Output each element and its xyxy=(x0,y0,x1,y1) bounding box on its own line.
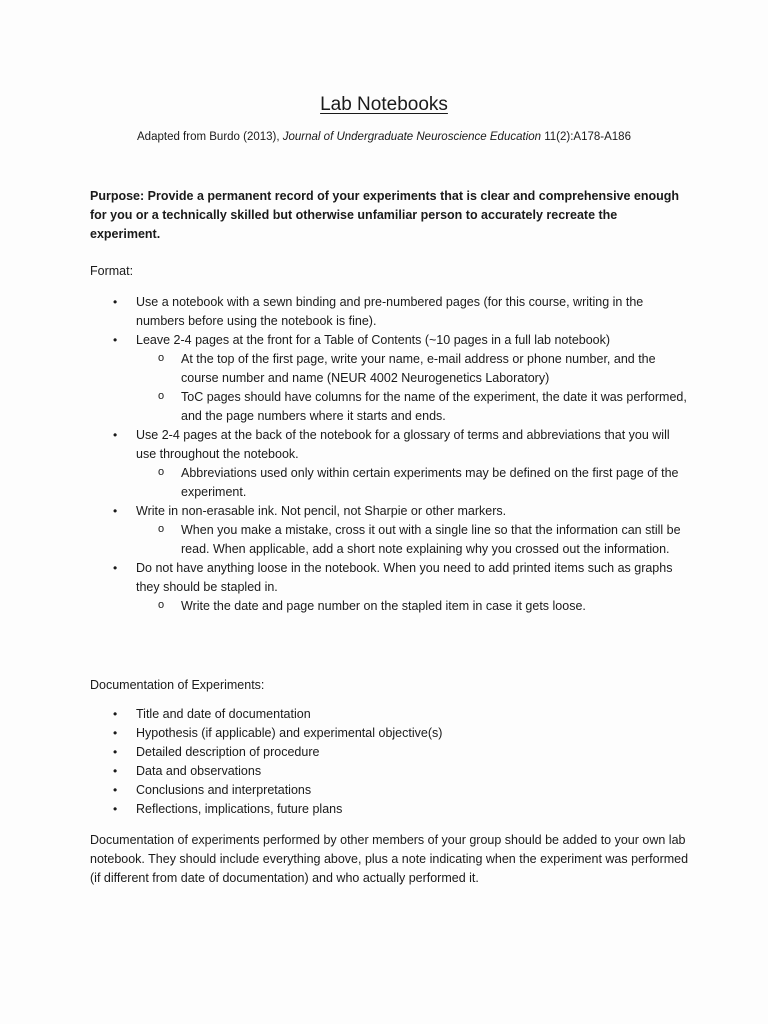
list-item xyxy=(90,762,690,781)
list-item xyxy=(90,781,690,800)
list-item xyxy=(90,724,690,743)
list-item xyxy=(90,426,690,464)
bullet-icon: • xyxy=(113,333,118,347)
sub-bullet-icon: o xyxy=(158,599,165,611)
list-item-text: Reflections, implications, future plans xyxy=(136,802,343,816)
list-item xyxy=(90,743,690,762)
sub-list-item-text: Abbreviations used only within certain experiments may be defined on the first page of the experiment. xyxy=(181,466,679,499)
citation xyxy=(0,131,768,143)
sub-list-item xyxy=(90,350,690,388)
sub-bullet-icon: o xyxy=(158,390,165,402)
bullet-icon: • xyxy=(113,764,118,778)
list-item xyxy=(90,502,690,521)
format-heading: Format: xyxy=(90,264,134,278)
format-list xyxy=(90,293,690,616)
documentation-paragraph: Documentation of experiments performed by other members of your group should be added to your own lab notebook. They should include everything above, plus a note indicating when the experiment was performed (if different from date of documentation) and who actually performed it. xyxy=(90,833,689,885)
citation-journal: Journal of Undergraduate Neuroscience Education xyxy=(282,131,542,143)
sub-list-item-text: ToC pages should have columns for the name of the experiment, the date it was performed, and the page numbers where it starts and ends. xyxy=(181,390,687,423)
sub-bullet-icon: o xyxy=(158,523,165,535)
list-item-text: Data and observations xyxy=(136,764,262,778)
sub-list-item-text: Write the date and page number on the stapled item in case it gets loose. xyxy=(181,599,586,613)
bullet-icon: • xyxy=(113,802,118,816)
bullet-icon: • xyxy=(113,745,118,759)
list-item-text: Detailed description of procedure xyxy=(136,745,320,759)
bullet-icon: • xyxy=(113,726,118,740)
list-item-text: Do not have anything loose in the notebook. When you need to add printed items such as graphs they should be stapled in. xyxy=(136,561,673,594)
sub-list-item xyxy=(90,597,690,616)
list-item-text: Write in non-erasable ink. Not pencil, not Sharpie or other markers. xyxy=(136,504,507,518)
list-item-text: Leave 2-4 pages at the front for a Table of Contents (~10 pages in a full lab notebook) xyxy=(136,333,611,347)
sub-list-item-text: At the top of the first page, write your name, e-mail address or phone number, and the course number and name (NEUR 4002 Neurogenetics Laboratory) xyxy=(181,352,656,385)
documentation-list xyxy=(90,705,690,819)
sub-bullet-icon: o xyxy=(158,466,165,478)
page-title: Lab Notebooks xyxy=(320,94,448,115)
list-item-text: Hypothesis (if applicable) and experimental objective(s) xyxy=(136,726,443,740)
list-item-text: Title and date of documentation xyxy=(136,707,311,721)
sub-list-item xyxy=(90,388,690,426)
citation-prefix: Adapted from Burdo (2013), xyxy=(137,131,283,143)
bullet-icon: • xyxy=(113,295,118,309)
list-item xyxy=(90,800,690,819)
bullet-icon: • xyxy=(113,504,118,518)
sub-list-item-text: When you make a mistake, cross it out with a single line so that the information can still be read. When applicable, add a short note explaining why you crossed out the information. xyxy=(181,523,681,556)
list-item xyxy=(90,705,690,724)
list-item-text: Use 2-4 pages at the back of the notebook for a glossary of terms and abbreviations that you will use throughout the notebook. xyxy=(136,428,670,461)
sub-bullet-icon: o xyxy=(158,352,165,364)
purpose-statement: Purpose: Provide a permanent record of your experiments that is clear and comprehensive enough for you or a technically skilled but otherwise unfamiliar person to accurately recreate the experiment. xyxy=(90,189,680,241)
bullet-icon: • xyxy=(113,707,118,721)
list-item xyxy=(90,559,690,597)
citation-suffix: 11(2):A178-A186 xyxy=(541,131,631,143)
bullet-icon: • xyxy=(113,428,118,442)
list-item-text: Use a notebook with a sewn binding and pre-numbered pages (for this course, writing in the numbers before using the notebook is fine). xyxy=(136,295,644,328)
list-item-text: Conclusions and interpretations xyxy=(136,783,312,797)
sub-list-item xyxy=(90,521,690,559)
bullet-icon: • xyxy=(113,561,118,575)
bullet-icon: • xyxy=(113,783,118,797)
documentation-heading: Documentation of Experiments: xyxy=(90,678,265,692)
list-item xyxy=(90,331,690,350)
list-item xyxy=(90,293,690,331)
sub-list-item xyxy=(90,464,690,502)
